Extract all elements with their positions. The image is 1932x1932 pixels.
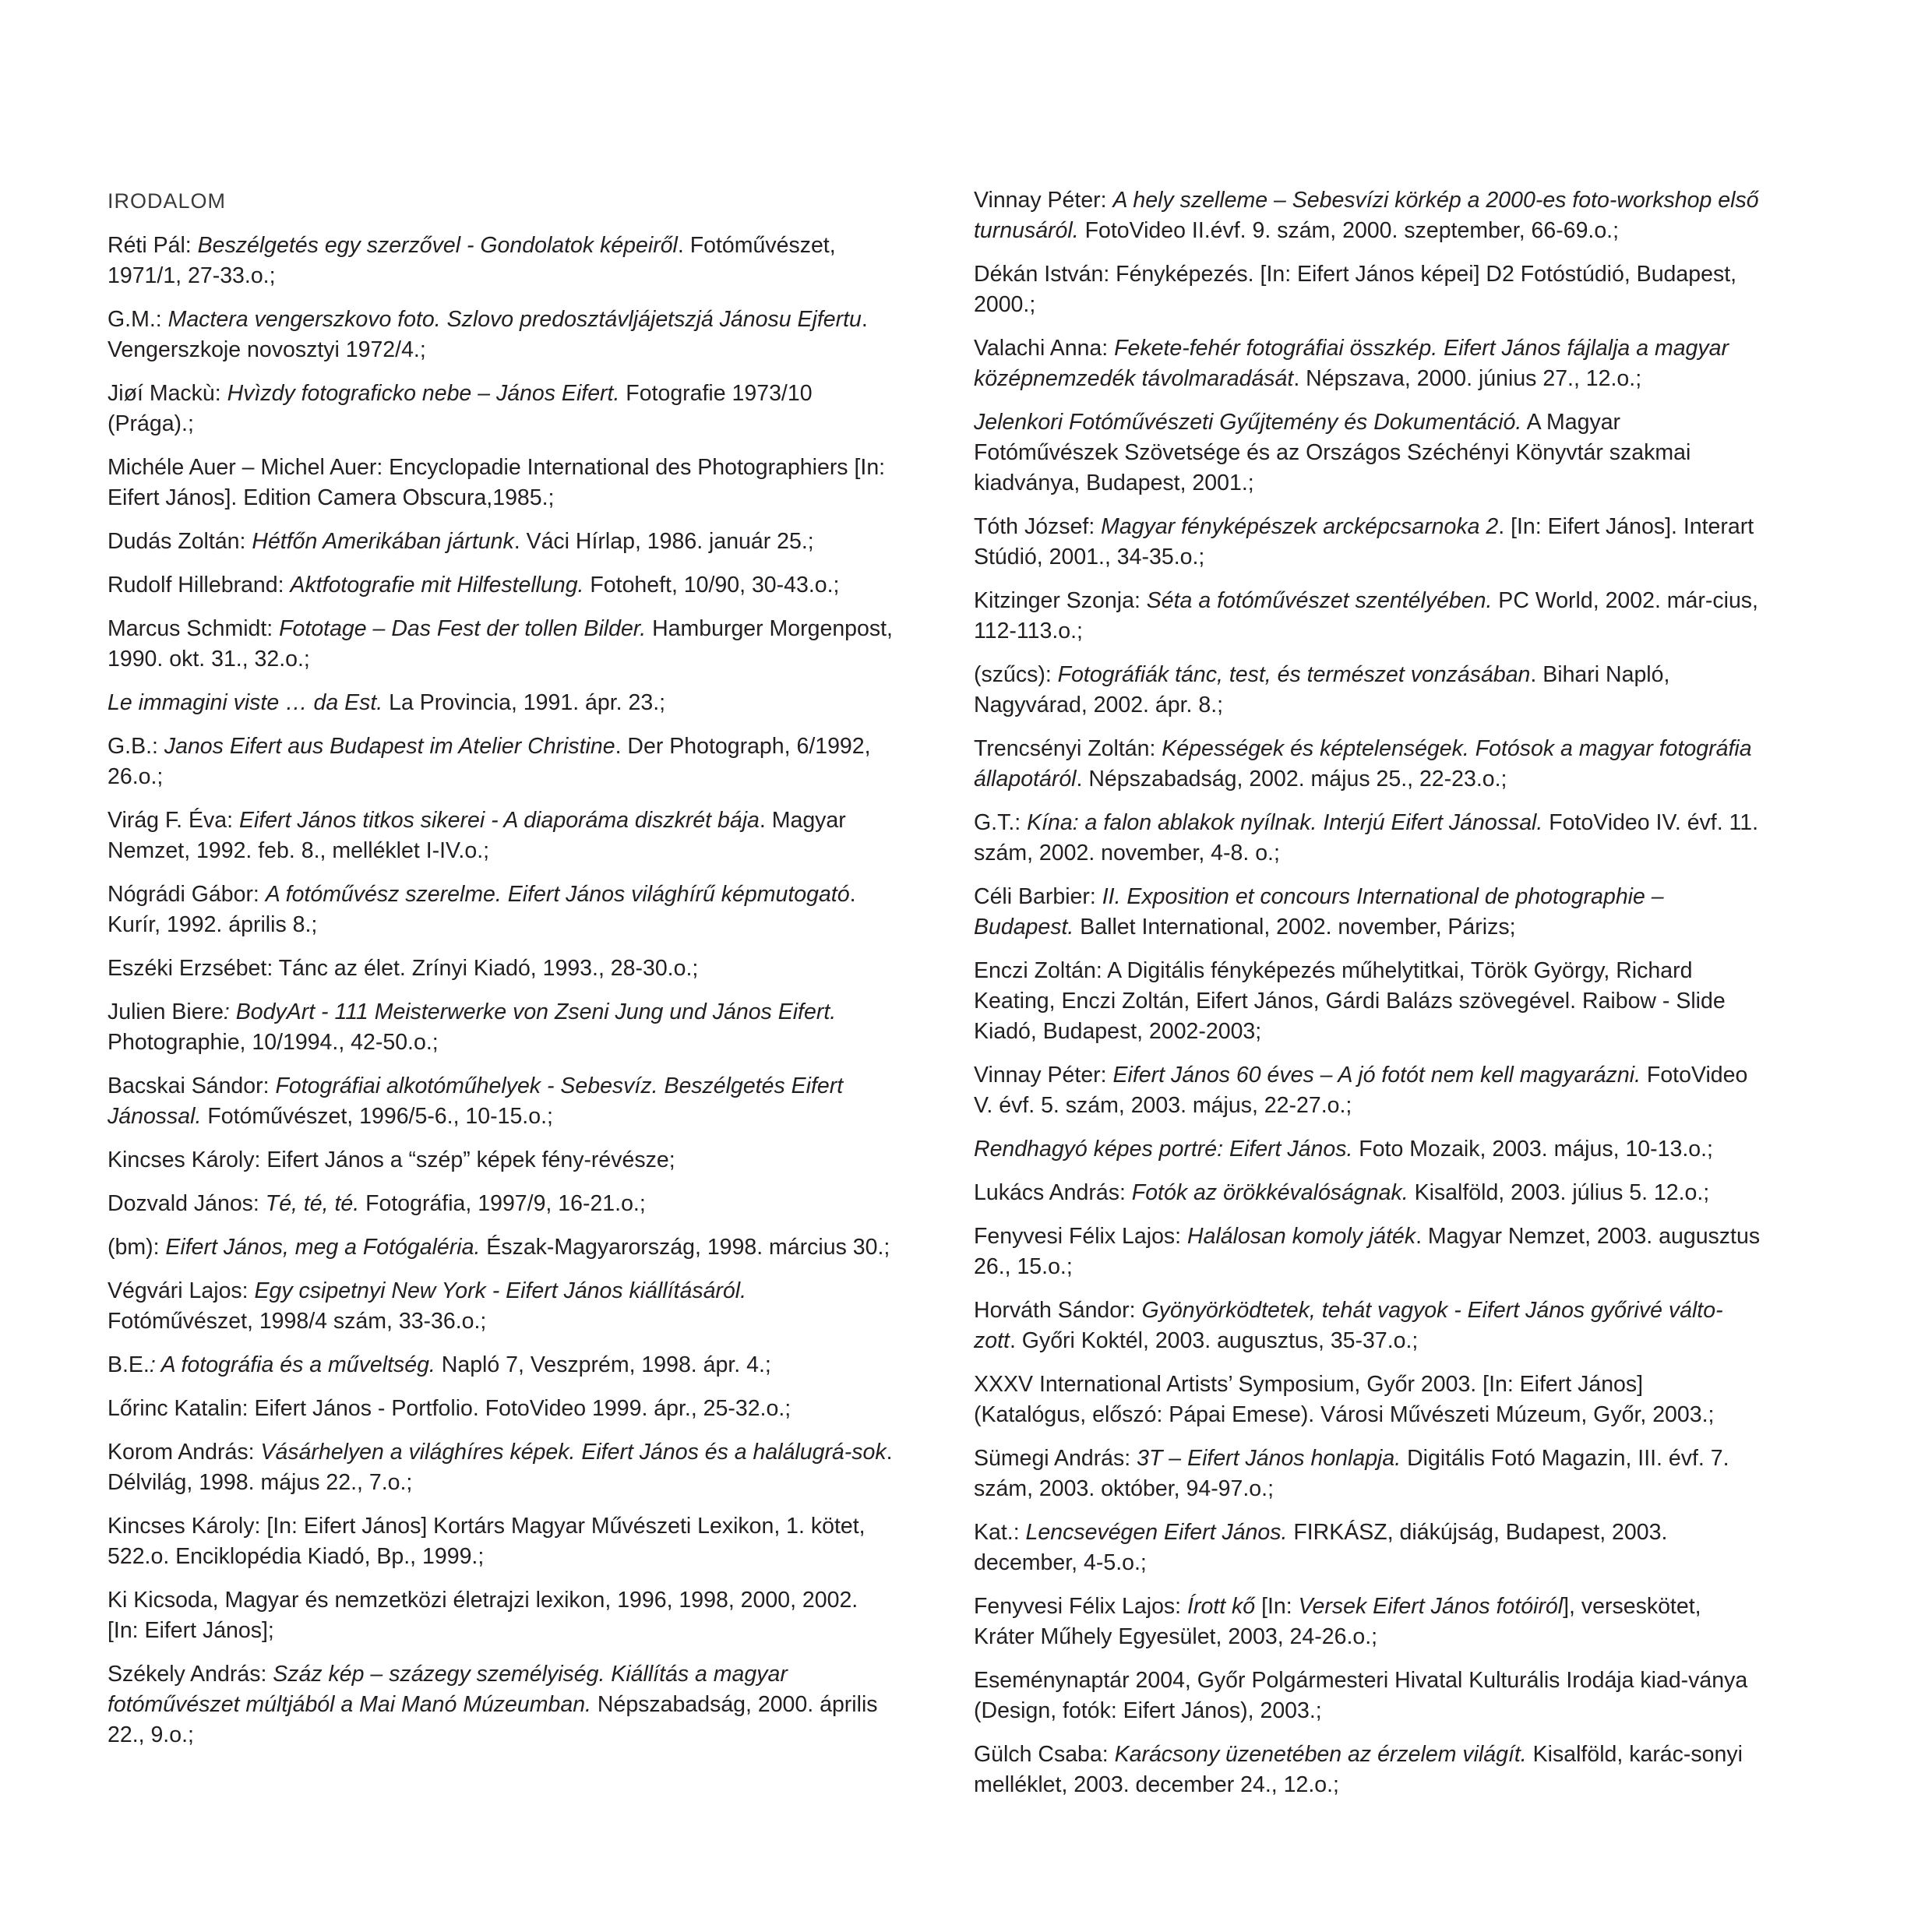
entry-title: Mactera vengerszkovo foto. Szlovo predosztávljájetszjá Jánosu Ejfertu bbox=[167, 307, 862, 332]
entry-title: Té, té, té. bbox=[265, 1191, 360, 1216]
entry-title: Vásárhelyen a világhíres képek. Eifert János és a halálugrá-sok bbox=[260, 1440, 887, 1465]
entry-title: Hvìzdy fotograficko nebe – János Eifert. bbox=[227, 381, 620, 406]
entry-title: 3T – Eifert János honlapja. bbox=[1137, 1446, 1401, 1471]
bibliography-list-left bbox=[108, 231, 894, 1750]
bibliography-entry bbox=[108, 1189, 894, 1219]
entry-title: Le immagini viste … da Est. bbox=[108, 690, 383, 715]
entry-text: (bm): bbox=[108, 1235, 166, 1260]
entry-text: . Népszava, 2000. június 27., 12.o.; bbox=[1293, 366, 1642, 391]
entry-title: Gyönyörködtetek, tehát vagyok - Eifert János győrivé válto-zott bbox=[974, 1298, 1723, 1353]
bibliography-entry bbox=[108, 1350, 894, 1380]
bibliography-entry bbox=[108, 880, 894, 940]
bibliography-entry bbox=[974, 1592, 1761, 1652]
bibliography-entry bbox=[974, 1134, 1761, 1165]
entry-text: (szűcs): bbox=[974, 662, 1058, 687]
bibliography-entry bbox=[108, 1585, 894, 1646]
entry-text: Virág F. Éva: bbox=[108, 808, 239, 833]
bibliography-entry bbox=[974, 660, 1761, 721]
entry-text: Vinnay Péter: bbox=[974, 188, 1113, 213]
entry-title: Versek Eifert János fotóiról bbox=[1298, 1594, 1564, 1619]
entry-text: Tóth József: bbox=[974, 514, 1102, 539]
entry-text: Dékán István: Fényképezés. [In: Eifert János képei] D2 Fotóstúdió, Budapest, 2000.; bbox=[974, 262, 1737, 317]
bibliography-list-right bbox=[974, 185, 1761, 1800]
entry-title: : BodyArt - 111 Meisterwerke von Zseni Jung und János Eifert. bbox=[223, 999, 837, 1024]
entry-text: Nógrádi Gábor: bbox=[108, 882, 266, 907]
entry-text: Kitzinger Szonja: bbox=[974, 588, 1147, 613]
entry-title: Eifert János 60 éves – A jó fotót nem kell magyarázni. bbox=[1112, 1063, 1641, 1088]
entry-text: Eseménynaptár 2004, Győr Polgármesteri Hivatal Kulturális Irodája kiad-ványa (Design, fotók: Eifert János), 2003.; bbox=[974, 1668, 1748, 1723]
bibliography-entry bbox=[974, 1518, 1761, 1578]
bibliography-entry bbox=[108, 453, 894, 513]
bibliography-entry bbox=[108, 379, 894, 439]
entry-title: Fotográfiák tánc, test, és természet vonzásában bbox=[1057, 662, 1531, 687]
entry-title: : A fotográfia és a műveltség. bbox=[149, 1352, 435, 1377]
entry-title: Beszélgetés egy szerzővel - Gondolatok képeiről bbox=[197, 233, 678, 258]
entry-text: . Népszabadság, 2002. május 25., 22-23.o.; bbox=[1076, 767, 1507, 791]
entry-text: . Délvilág, 1998. május 22., 7.o.; bbox=[108, 1440, 893, 1495]
entry-text: Korom András: bbox=[108, 1440, 261, 1465]
entry-text: . Váci Hírlap, 1986. január 25.; bbox=[513, 529, 814, 554]
entry-text: Fotografie 1973/10 (Prága).; bbox=[108, 381, 813, 436]
entry-title: Karácsony üzenetében az érzelem világít. bbox=[1114, 1742, 1527, 1767]
entry-text: B.E. bbox=[108, 1352, 150, 1377]
bibliography-entry bbox=[108, 1232, 894, 1263]
entry-title: Fotográfiai alkotóműhelyek - Sebesvíz. Beszélgetés Eifert Jánossal. bbox=[108, 1074, 844, 1129]
bibliography-entry bbox=[108, 1437, 894, 1498]
entry-text: . Bihari Napló, Nagyvárad, 2002. ápr. 8.; bbox=[974, 662, 1670, 717]
entry-text: FotoVideo IV. évf. 11. szám, 2002. november, 4-8. o.; bbox=[974, 810, 1759, 866]
entry-text: Julien Biere bbox=[108, 999, 224, 1024]
entry-title: Írott kő bbox=[1187, 1594, 1256, 1619]
bibliography-entry bbox=[108, 688, 894, 718]
bibliography-entry bbox=[974, 259, 1761, 320]
entry-text: La Provincia, 1991. ápr. 23.; bbox=[383, 690, 666, 715]
entry-text: Sümegi András: bbox=[974, 1446, 1137, 1471]
bibliography-entry bbox=[974, 512, 1761, 573]
entry-text: Photographie, 10/1994., 42-50.o.; bbox=[108, 1030, 439, 1055]
entry-text: Fotoheft, 10/90, 30-43.o.; bbox=[583, 573, 840, 598]
entry-text: G.M.: bbox=[108, 307, 168, 332]
entry-text: . Vengerszkoje novosztyi 1972/4.; bbox=[108, 307, 868, 362]
entry-title: Fotók az örökkévalóságnak. bbox=[1131, 1180, 1408, 1205]
entry-text: FotoVideo V. évf. 5. szám, 2003. május, 22-27.o.; bbox=[974, 1063, 1748, 1118]
entry-title: II. Exposition et concours International de photographie – Budapest. bbox=[974, 884, 1664, 940]
bibliography-entry bbox=[108, 527, 894, 557]
bibliography-entry bbox=[974, 407, 1761, 499]
entry-text: Kat.: bbox=[974, 1520, 1026, 1545]
entry-title: Séta a fotóművészet szentélyében. bbox=[1146, 588, 1493, 613]
entry-text: Hamburger Morgenpost, 1990. okt. 31., 32.o.; bbox=[108, 616, 893, 672]
entry-text: Dozvald János: bbox=[108, 1191, 266, 1216]
entry-text: Fotóművészet, 1998/4 szám, 33-36.o.; bbox=[108, 1309, 487, 1334]
entry-text: Céli Barbier: bbox=[974, 884, 1102, 909]
bibliography-entry bbox=[974, 1222, 1761, 1282]
entry-text: Ballet International, 2002. november, Párizs; bbox=[1074, 915, 1516, 940]
bibliography-entry bbox=[108, 954, 894, 984]
bibliography-entry bbox=[974, 586, 1761, 647]
bibliography-entry bbox=[108, 614, 894, 675]
entry-text: FIRKÁSZ, diákújság, Budapest, 2003. december, 4-5.o.; bbox=[974, 1520, 1668, 1575]
entry-title: Fekete-fehér fotográfiai összkép. Eifert János fájlalja a magyar középnemzedék távolmaradását bbox=[974, 336, 1729, 391]
entry-title: Száz kép – százegy személyiség. Kiállítás a magyar fotóművészet múltjából a Mai Manó Múzeumban. bbox=[108, 1662, 788, 1717]
entry-text: . Kurír, 1992. április 8.; bbox=[108, 882, 856, 937]
entry-text: Ki Kicsoda, Magyar és nemzetközi életrajzi lexikon, 1996, 1998, 2000, 2002. [In: Eifert János]; bbox=[108, 1588, 858, 1643]
entry-text: Enczi Zoltán: A Digitális fényképezés műhelytitkai, Török György, Richard Keating, Enczi Zoltán, Eifert János, Gárdi Balázs szövegével. Raibow - Slide Kiadó, Budapest, 2002-2003; bbox=[974, 958, 1726, 1044]
entry-title: Jelenkori Fotóművészeti Gyűjtemény és Dokumentáció. bbox=[974, 410, 1522, 435]
entry-text: Fenyvesi Félix Lajos: bbox=[974, 1224, 1188, 1249]
entry-title: Janos Eifert aus Budapest im Atelier Christine bbox=[164, 734, 615, 759]
entry-text: Fotóművészet, 1996/5-6., 10-15.o.; bbox=[201, 1104, 553, 1129]
entry-title: Rendhagyó képes portré: Eifert János. bbox=[974, 1137, 1353, 1162]
bibliography-entry bbox=[108, 732, 894, 792]
entry-text: Kincses Károly: [In: Eifert János] Kortárs Magyar Művészeti Lexikon, 1. kötet, 522.o. Enciklopédia Kiadó, Bp., 1999.; bbox=[108, 1514, 866, 1569]
entry-title: A hely szelleme – Sebesvízi körkép a 2000-es foto-workshop első turnusáról. bbox=[974, 188, 1759, 243]
entry-text: FotoVideo II.évf. 9. szám, 2000. szeptember, 66-69.o.; bbox=[1078, 218, 1620, 243]
entry-text: Napló 7, Veszprém, 1998. ápr. 4.; bbox=[435, 1352, 771, 1377]
bibliography-entry bbox=[108, 1659, 894, 1750]
entry-text: Fotográfia, 1997/9, 16-21.o.; bbox=[359, 1191, 646, 1216]
entry-title: Fototage – Das Fest der tollen Bilder. bbox=[279, 616, 647, 641]
entry-text: Foto Mozaik, 2003. május, 10-13.o.; bbox=[1352, 1137, 1713, 1162]
entry-text: ], verseskötet, Kráter Műhely Egyesület, 2003, 24-26.o.; bbox=[974, 1594, 1701, 1649]
bibliography-entry bbox=[108, 570, 894, 601]
bibliography-entry bbox=[108, 231, 894, 291]
entry-text: Székely András: bbox=[108, 1662, 273, 1687]
bibliography-entry bbox=[974, 333, 1761, 394]
entry-text: Dudás Zoltán: bbox=[108, 529, 252, 554]
bibliography-entry bbox=[108, 997, 894, 1058]
entry-text: Lőrinc Katalin: Eifert János - Portfolio. FotoVideo 1999. ápr., 25-32.o.; bbox=[108, 1396, 791, 1421]
bibliography-entry bbox=[108, 305, 894, 365]
entry-text: Marcus Schmidt: bbox=[108, 616, 280, 641]
entry-text: Bacskai Sándor: bbox=[108, 1074, 276, 1098]
bibliography-entry bbox=[108, 806, 894, 866]
bibliography-entry bbox=[108, 1511, 894, 1572]
bibliography-entry bbox=[108, 1145, 894, 1176]
bibliography-entry bbox=[974, 882, 1761, 943]
entry-text: Trencsényi Zoltán: bbox=[974, 736, 1162, 761]
entry-text: . Der Photograph, 6/1992, 26.o.; bbox=[108, 734, 871, 789]
bibliography-entry bbox=[974, 1178, 1761, 1208]
entry-text: Népszabadság, 2000. április 22., 9.o.; bbox=[108, 1692, 878, 1747]
entry-text: Jiøí Mackù: bbox=[108, 381, 227, 406]
entry-text: G.B.: bbox=[108, 734, 164, 759]
entry-text: Gülch Csaba: bbox=[974, 1742, 1115, 1767]
entry-text: Kisalföld, 2003. július 5. 12.o.; bbox=[1408, 1180, 1710, 1205]
entry-text: . [In: Eifert János]. Interart Stúdió, 2001., 34-35.o.; bbox=[974, 514, 1754, 569]
entry-title: Lencsevégen Eifert János. bbox=[1025, 1520, 1288, 1545]
entry-title: Kína: a falon ablakok nyílnak. Interjú Eifert Jánossal. bbox=[1027, 810, 1543, 835]
entry-text: Réti Pál: bbox=[108, 233, 198, 258]
bibliography-entry bbox=[974, 956, 1761, 1047]
bibliography-entry bbox=[108, 1276, 894, 1337]
entry-text: Vinnay Péter: bbox=[974, 1063, 1113, 1088]
entry-text: [In: bbox=[1255, 1594, 1299, 1619]
entry-title: Aktfotografie mit Hilfestellung. bbox=[290, 573, 584, 598]
entry-text: Rudolf Hillebrand: bbox=[108, 573, 291, 598]
entry-text: Fenyvesi Félix Lajos: bbox=[974, 1594, 1188, 1619]
bibliography-entry bbox=[108, 1071, 894, 1132]
bibliography-column-left bbox=[108, 185, 894, 1764]
entry-text: XXXV International Artists’ Symposium, Győr 2003. [In: Eifert János] (Katalógus, előszó: Pápai Emese). Városi Művészeti Múzeum, Győr, 2003.; bbox=[974, 1372, 1715, 1427]
entry-text: Kisalföld, karác-sonyi melléklet, 2003. december 24., 12.o.; bbox=[974, 1742, 1743, 1797]
bibliography-entry bbox=[974, 1296, 1761, 1356]
entry-title: Képességek és képtelenségek. Fotósok a magyar fotográfia állapotáról bbox=[974, 736, 1752, 791]
entry-title: Magyar fényképészek arcképcsarnoka 2 bbox=[1101, 514, 1499, 539]
bibliography-entry bbox=[974, 1370, 1761, 1430]
bibliography-entry bbox=[974, 1444, 1761, 1504]
entry-text: . Fotóművészet, 1971/1, 27-33.o.; bbox=[108, 233, 836, 288]
entry-text: Horváth Sándor: bbox=[974, 1298, 1142, 1323]
entry-title: Eifert János, meg a Fotógaléria. bbox=[165, 1235, 481, 1260]
entry-text: Digitális Fotó Magazin, III. évf. 7. szám, 2003. október, 94-97.o.; bbox=[974, 1446, 1729, 1501]
entry-text: Michéle Auer – Michel Auer: Encyclopadie International des Photographiers [In: Eifert János]. Edition Camera Obscura,1985.; bbox=[108, 455, 886, 510]
entry-title: Eifert János titkos sikerei - A diaporáma diszkrét bája bbox=[238, 808, 760, 833]
entry-title: Halálosan komoly játék bbox=[1187, 1224, 1416, 1249]
entry-text: . Győri Koktél, 2003. augusztus, 35-37.o.; bbox=[1009, 1328, 1419, 1353]
entry-text: A Magyar Fotóművészek Szövetsége és az Országos Széchényi Könyvtár szakmai kiadványa, Budapest, 2001.; bbox=[974, 410, 1691, 495]
entry-title: Hétfőn Amerikában jártunk bbox=[252, 529, 514, 554]
entry-text: Végvári Lajos: bbox=[108, 1278, 255, 1303]
entry-text: PC World, 2002. már-cius, 112-113.o.; bbox=[974, 588, 1758, 643]
section-heading: IRODALOM bbox=[108, 189, 227, 213]
entry-text: . Magyar Nemzet, 2003. augusztus 26., 15.o.; bbox=[974, 1224, 1761, 1279]
bibliography-entry bbox=[974, 185, 1761, 246]
bibliography-entry bbox=[974, 1666, 1761, 1726]
entry-title: Egy csipetnyi New York - Eifert János kiállításáról. bbox=[254, 1278, 747, 1303]
bibliography-entry bbox=[974, 1740, 1761, 1800]
bibliography-entry bbox=[108, 1394, 894, 1424]
bibliography-entry bbox=[974, 1060, 1761, 1121]
bibliography-column-right bbox=[974, 185, 1761, 1814]
entry-text: Lukács András: bbox=[974, 1180, 1132, 1205]
entry-text: G.T.: bbox=[974, 810, 1028, 835]
bibliography-entry bbox=[974, 808, 1761, 869]
entry-title: A fotóművész szerelme. Eifert János világhírű képmutogató bbox=[265, 882, 850, 907]
entry-text: Észak-Magyarország, 1998. március 30.; bbox=[480, 1235, 890, 1260]
entry-text: Valachi Anna: bbox=[974, 336, 1115, 361]
entry-text: . Magyar Nemzet, 1992. feb. 8., melléklet I-IV.o.; bbox=[108, 808, 846, 863]
entry-text: Eszéki Erzsébet: Tánc az élet. Zrínyi Kiadó, 1993., 28-30.o.; bbox=[108, 956, 699, 981]
bibliography-entry bbox=[974, 734, 1761, 795]
entry-text: Kincses Károly: Eifert János a “szép” képek fény-révésze; bbox=[108, 1148, 675, 1172]
